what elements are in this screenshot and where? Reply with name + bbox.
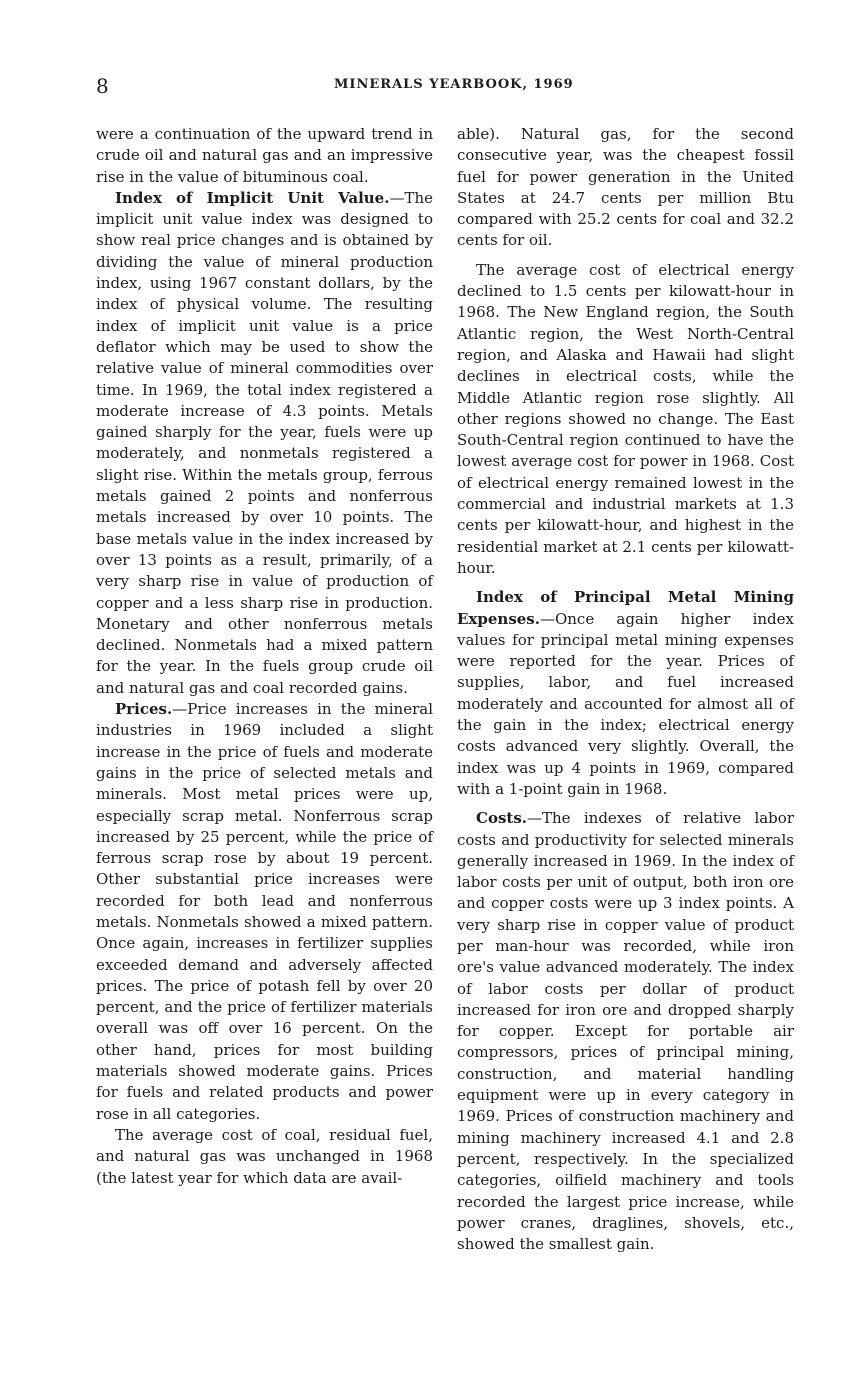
paragraph-average-cost bbox=[96, 1125, 433, 1189]
right-column bbox=[457, 124, 794, 1255]
section-heading-implicit-unit-value: Index of Implicit Unit Value. bbox=[115, 188, 390, 207]
paragraph-text: —The indexes of relative labor costs and productivity for selected minerals generally increased in 1969. In the index of labor costs per unit of output, both iron ore and copper costs were up 3 index points. A very sharp rise in copper value of product per man-hour was recorded, while iron ore's value advanced moderately. The index of labor costs per dollar of product increased for iron ore and dropped sharply for copper. Except for portable air compressors, prices of principal mining, construction, and material handling equipment were up in every category in 1969. Prices of construction machinery and mining machinery increased 4.1 and 2.8 percent, respectively. In the specialized categories, oilfield machinery and tools recorded the largest price increase, while power cranes, draglines, shovels, etc., showed the smallest gain. bbox=[457, 809, 794, 1254]
paragraph-text: —The implicit unit value index was designed to show real price changes and is obtained by dividing the value of mineral production index, using 1967 constant dollars, by the index of physical volume. The resulting index of implicit unit value is a price deflator which may be used to show the relative value of mineral commodities over time. In 1969, the total index registered a moderate increase of 4.3 points. Metals gained sharply for the year, fuels were up moderately, and nonmetals registered a slight rise. Within the metals group, ferrous metals gained 2 points and nonferrous metals increased by over 10 points. The base metals value in the index increased by over 13 points as a result, primarily, of a very sharp rise in value of production of copper and a less sharp rise in production. Monetary and other nonferrous metals declined. Nonmetals had a mixed pattern for the year. In the fuels group crude oil and natural gas and coal recorded gains. bbox=[96, 188, 433, 697]
paragraph-continuation bbox=[457, 124, 794, 252]
paragraph-continuation bbox=[96, 124, 433, 188]
section-heading-costs: Costs. bbox=[476, 809, 527, 828]
section-heading-prices: Prices. bbox=[115, 700, 173, 719]
paragraph-prices bbox=[96, 699, 433, 1125]
running-head: MINERALS YEARBOOK, 1969 bbox=[334, 77, 574, 92]
paragraph-metal-mining-expenses bbox=[457, 587, 794, 800]
paragraph-text: The average cost of electrical energy declined to 1.5 cents per kilowatt-hour in 1968. The New England region, the South Atlantic region, the West North-Central region, and Alaska and Hawaii had slight declines in electrical costs, while the Middle Atlantic region rose slightly. All other regions showed no change. The East South-Central region continued to have the lowest average cost for power in 1968. Cost of electrical energy remained lowest in the commercial and industrial markets at 1.3 cents per kilowatt-hour, and highest in the residential market at 2.1 cents per kilowatt-hour. bbox=[457, 260, 794, 577]
paragraph-text: —Price increases in the mineral industries in 1969 included a slight increase in the price of fuels and moderate gains in the price of selected metals and minerals. Most metal prices were up, especially scrap metal. Nonferrous scrap increased by 25 percent, while the price of ferrous scrap rose by about 19 percent. Other substantial price increases were recorded for both lead and nonferrous metals. Nonmetals showed a mixed pattern. Once again, increases in fertilizer supplies exceeded demand and adversely affected prices. The price of potash fell by over 20 percent, and the price of fertilizer materials overall was off over 16 percent. On the other hand, prices for most building materials showed moderate gains. Prices for fuels and related products and power rose in all categories. bbox=[96, 700, 433, 1123]
left-column bbox=[96, 124, 433, 1189]
paragraph-text: —Once again higher index values for principal metal mining expenses were reported for the year. Prices of supplies, labor, and fuel increased moderately and accounted for almost all of the gain in the index; electrical energy costs advanced very slightly. Overall, the index was up 4 points in 1969, compared with a 1-point gain in 1968. bbox=[457, 609, 794, 798]
paragraph-electrical-energy bbox=[457, 260, 794, 579]
paragraph-text: able). Natural gas, for the second consecutive year, was the cheapest fossil fuel for power generation in the United States at 24.7 cents per million Btu compared with 25.2 cents for coal and 32.2 cents for oil. bbox=[457, 125, 794, 250]
section-heading-metal-mining-expenses: Index of Principal Metal Mining Expenses. bbox=[457, 588, 794, 628]
paragraph-costs bbox=[457, 808, 794, 1255]
paragraph-text: The average cost of coal, residual fuel, and natural gas was unchanged in 1968 (the latest year for which data are avail- bbox=[96, 1125, 433, 1187]
paragraph-text: were a continuation of the upward trend in crude oil and natural gas and an impressive rise in the value of bituminous coal. bbox=[96, 125, 433, 186]
page-number: 8 bbox=[96, 74, 109, 98]
page-header bbox=[96, 72, 801, 98]
paragraph-implicit-unit-value bbox=[96, 188, 433, 699]
